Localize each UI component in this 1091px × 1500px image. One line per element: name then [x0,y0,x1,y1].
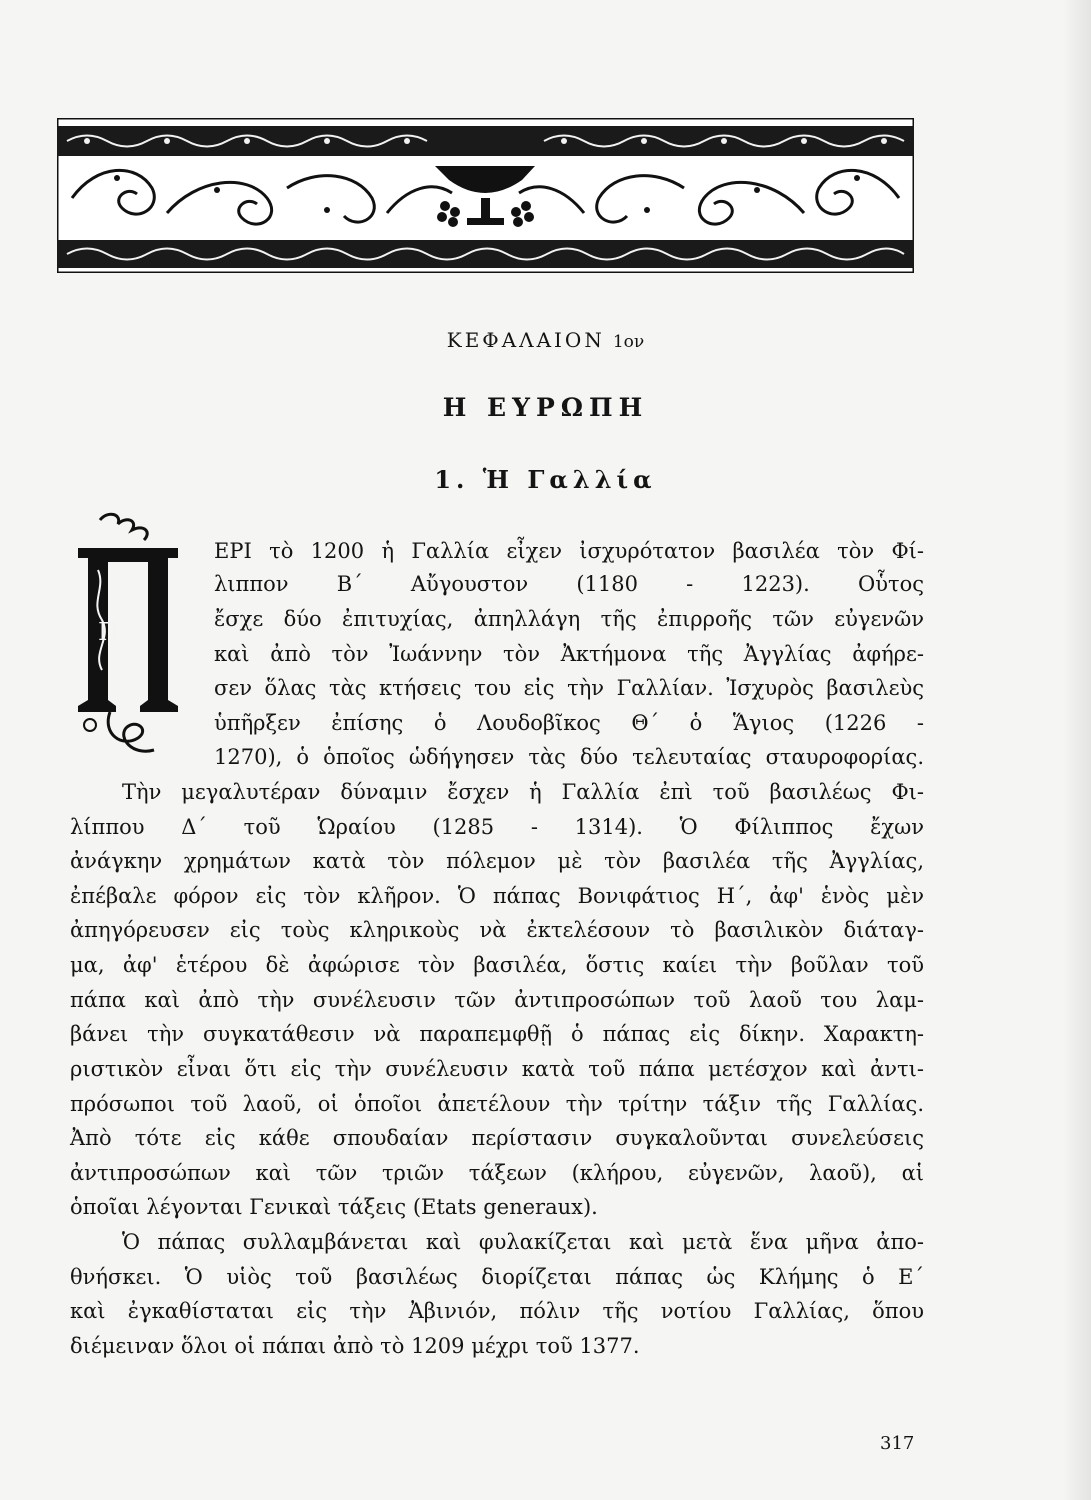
drop-cap-initial [60,510,190,780]
paragraph-2-line-2: λίππου Δ΄ τοῦ Ὡραίου (1285 - 1314). Ὁ Φίλιππος ἔχων [70,815,924,839]
section-title: 1. Ἡ Γαλλία [434,465,657,494]
paragraph-2-line-6: μα, ἀφ' ἑτέρου δὲ ἀφώρισε τὸν βασιλέα, ὅστις καίει τὴν βοῦλαν τοῦ [70,953,924,977]
paragraph-3-line-2: θνήσκει. Ὁ υἱὸς τοῦ βασιλέως διορίζεται πάπας ὡς Κλήμης ὁ Ε΄ [70,1265,924,1289]
paragraph-2-line-4: ἐπέβαλε φόρον εἰς τὸν κλῆρον. Ὁ πάπας Βονιφάτιος Η΄, ἀφ' ἑνὸς μὲν [70,884,924,908]
page-edge-shade [1063,0,1091,1500]
page-number: 317 [880,1433,915,1454]
paragraph-2-line-3: ἀνάγκην χρημάτων κατὰ τὸν πόλεμον μὲ τὸν βασιλέα τῆς Ἀγγλίας, [70,849,924,873]
paragraph-2-line-7: πάπα καὶ ἀπὸ τὴν συνέλευσιν τῶν ἀντιπροσώπων τοῦ λαοῦ του λαμ- [70,988,924,1012]
paragraph-1-line-6: ὑπῆρξεν ἐπίσης ὁ Λουδοβῖκος Θ΄ ὁ Ἅγιος (1226 - [214,711,924,735]
paragraph-2-line-9: ριστικὸν εἶναι ὅτι εἰς τὴν συνέλευσιν κατὰ τοῦ πάπα μετέσχον καὶ ἀντι- [70,1057,924,1081]
paragraph-3-line-3: καὶ ἐγκαθίσταται εἰς τὴν Ἀβινιόν, πόλιν τῆς νοτίου Γαλλίας, ὅπου [70,1299,924,1323]
paragraph-2-line-8: βάνει τὴν συγκατάθεσιν νὰ παραπεμφθῇ ὁ πάπας εἰς δίκην. Χαρακτη- [70,1022,924,1046]
paragraph-2-line-11: Ἀπὸ τότε εἰς κάθε σπουδαίαν περίστασιν συγκαλοῦνται συνελεύσεις [70,1126,924,1150]
paragraph-1-line-1: ΕΡΙ τὸ 1200 ἡ Γαλλία εἶχεν ἰσχυρότατον βασιλέα τὸν Φί- [214,539,924,563]
chapter-heading [0,325,1091,357]
paragraph-1-line-4: καὶ ἀπὸ τὸν Ἰωάννην τὸν Ἀκτήμονα τῆς Ἀγγλίας ἀφήρε- [214,642,924,666]
paragraph-1-line-2: λιππον Β΄ Αὔγουστον (1180 - 1223). Οὗτος [214,572,924,596]
drop-cap-letter: Π [98,618,119,646]
paragraph-2-line-12: ἀντιπροσώπων καὶ τῶν τριῶν τάξεων (κλήρου, εὐγενῶν, λαοῦ), αἱ [70,1161,924,1185]
chapter-label: ΚΕΦΑΛΑΙΟΝ [446,328,605,352]
paragraph-2-line-1: Τὴν μεγαλυτέραν δύναμιν ἔσχεν ἡ Γαλλία ἐπὶ τοῦ βασιλέως Φι- [122,780,924,804]
paragraph-1-line-5: σεν ὅλας τὰς κτήσεις του εἰς τὴν Γαλλίαν. Ἰσχυρὸς βασιλεὺς [214,676,924,700]
ornamental-header-banner [57,118,914,273]
paragraph-2-line-10: πρόσωποι τοῦ λαοῦ, οἱ ὁποῖοι ἀπετέλουν τὴν τρίτην τάξιν τῆς Γαλλίας. [70,1092,924,1116]
chapter-title: Η ΕΥΡΩΠΗ [442,393,649,422]
paragraph-1-line-7: 1270), ὁ ὁποῖος ὡδήγησεν τὰς δύο τελευταίας σταυροφορίας. [214,745,924,769]
chapter-number: 1ον [612,332,645,352]
paragraph-3-line-1: Ὁ πάπας συλλαμβάνεται καὶ φυλακίζεται καὶ μετὰ ἕνα μῆνα ἀπο- [122,1230,924,1254]
paragraph-2-line-5: ἀπηγόρευσεν εἰς τοὺς κληρικοὺς νὰ ἐκτελέσουν τὸ βασιλικὸν διάταγ- [70,918,924,942]
paragraph-3-line-4: διέμειναν ὅλοι οἱ πάπαι ἀπὸ τὸ 1209 μέχρι τοῦ 1377. [70,1334,640,1358]
paragraph-2-line-13: ὁποῖαι λέγονται Γενικαὶ τάξεις (Etats generaux). [70,1195,598,1219]
paragraph-1-line-3: ἔσχε δύο ἐπιτυχίας, ἀπηλλάγη τῆς ἐπιρροῆς τῶν εὐγενῶν [214,607,924,631]
